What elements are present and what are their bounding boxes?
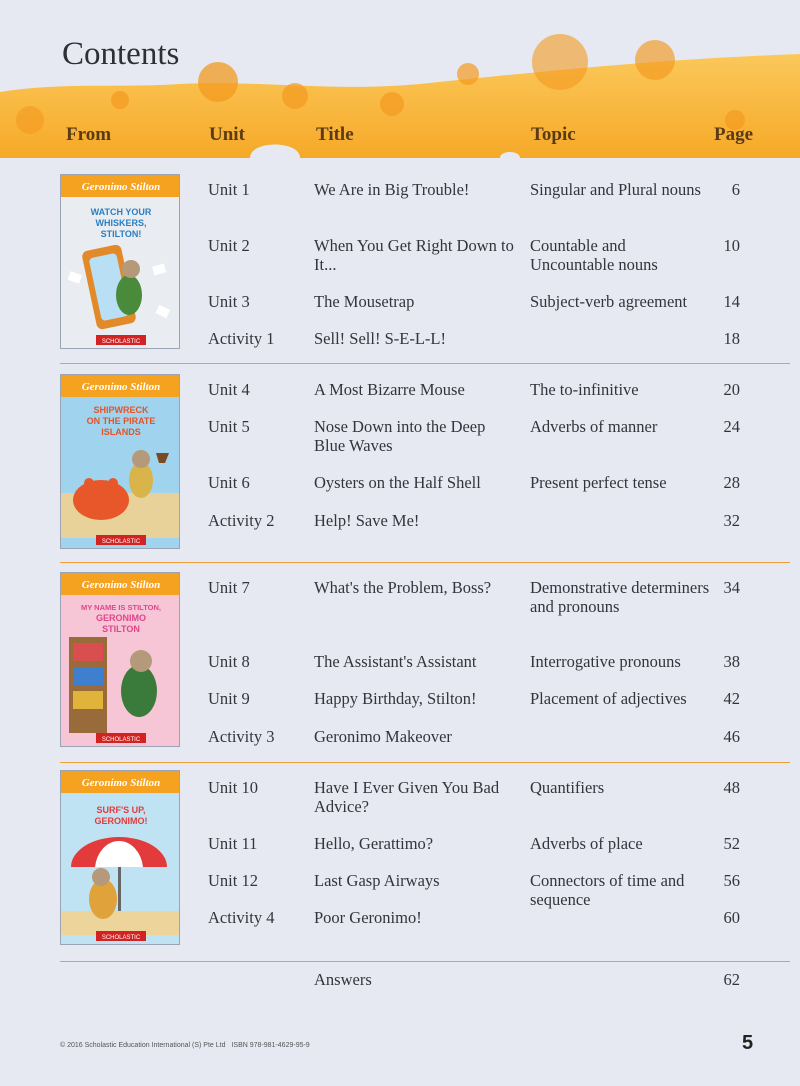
book-publisher: SCHOLASTIC [101,737,141,743]
page-cell: 24 [723,417,740,436]
copyright-text: © 2016 Scholastic Education International (S) Pte Ltd [60,1042,226,1049]
contents-section-1 [60,172,790,362]
unit-cell: Unit 4 [208,380,250,399]
book-title-line-1: WATCH YOUR [90,207,152,217]
table-row [60,511,790,549]
page-cell: 56 [723,871,740,890]
column-header-title: Title [316,124,354,145]
table-row [60,417,790,455]
column-header-from: From [66,124,112,145]
unit-cell: Unit 10 [208,778,258,797]
table-row [60,578,790,616]
topic-cell: The to-infinitive [530,380,639,399]
table-row [60,180,790,218]
isbn-text: ISBN 978-981-4629-95-9 [231,1042,310,1049]
table-row [60,380,790,418]
title-cell: Last Gasp Airways [314,871,440,890]
table-row [60,908,790,946]
column-header-page: Page [714,124,754,145]
topic-cell: Adverbs of place [530,834,643,853]
book-title-line-2: GERONIMO [95,613,147,623]
topic-cell: Adverbs of manner [530,417,658,436]
topic-cell: Countable and Uncountable nouns [530,236,658,274]
book-title-line-3: ISLANDS [101,427,141,437]
book-title-line-1: SURF'S UP, [96,805,146,815]
title-cell: Hello, Gerattimo? [314,834,434,853]
section-divider [60,961,790,962]
title-cell: Geronimo Makeover [314,727,452,746]
unit-cell: Unit 8 [208,652,250,671]
column-header-topic: Topic [531,124,576,145]
unit-cell: Unit 11 [208,834,258,853]
table-row [60,236,790,274]
topic-cell: Demonstrative determiners and pronouns [530,578,710,616]
page-cell: 34 [723,578,740,597]
topic-cell: Quantifiers [530,778,605,797]
book-brand: Geronimo Stilton [81,181,161,193]
table-row [60,329,790,367]
column-header-unit: Unit [209,124,245,145]
title-cell: Oysters on the Half Shell [314,473,481,492]
unit-cell: Unit 7 [208,578,250,597]
book-title-line-3: STILTON [102,624,140,634]
title-cell: When You Get Right Down to It... [314,236,514,274]
table-row [60,292,790,330]
section-divider [60,762,790,763]
contents-section-4 [60,770,790,960]
table-row [60,473,790,511]
topic-cell: Connectors of time and sequence [530,871,685,909]
title-cell: Nose Down into the Deep Blue Waves [314,417,486,455]
answers-row [60,970,790,1008]
book-brand: Geronimo Stilton [81,381,161,393]
unit-cell: Unit 9 [208,689,250,708]
title-cell: Have I Ever Given You Bad Advice? [314,778,500,816]
book-publisher: SCHOLASTIC [101,539,141,545]
book-publisher: SCHOLASTIC [101,339,141,345]
contents-section-3 [60,570,790,760]
title-cell: Poor Geronimo! [314,908,422,927]
book-title-line-1: MY NAME IS STILTON, [80,603,162,612]
unit-cell: Unit 1 [208,180,250,199]
page-cell: 52 [723,834,740,853]
book-title-line-2: WHISKERS, [95,218,147,228]
page-cell: 18 [723,329,740,348]
book-title-line-2: GERONIMO! [94,816,148,826]
page-cell: 38 [723,652,740,671]
topic-cell: Present perfect tense [530,473,667,492]
page-cell: 10 [723,236,740,255]
page-cell: 32 [723,511,740,530]
book-brand: Geronimo Stilton [81,777,161,789]
unit-cell: Unit 5 [208,417,250,436]
table-row [60,727,790,765]
title-cell: The Mousetrap [314,292,415,311]
page-cell: 42 [723,689,740,708]
page-cell: 6 [731,180,740,199]
topic-cell: Placement of adjectives [530,689,687,708]
page-title: Contents [62,36,180,72]
page-number: 5 [742,1032,754,1054]
book-title-line-2: ON THE PIRATE [86,416,156,426]
table-row [60,871,790,909]
book-title-line-3: STILTON! [100,229,142,239]
page-cell: 14 [723,292,740,311]
title-cell: We Are in Big Trouble! [314,180,470,199]
answers-page: 62 [723,970,740,989]
title-cell: Sell! Sell! S-E-L-L! [314,329,446,348]
page-cell: 20 [723,380,740,399]
unit-cell: Activity 3 [208,727,275,746]
book-publisher: SCHOLASTIC [101,935,141,941]
cheese-banner [0,0,800,170]
page-cell: 46 [723,727,740,746]
table-row [60,778,790,816]
section-divider [60,363,790,364]
title-cell: The Assistant's Assistant [314,652,477,671]
book-brand: Geronimo Stilton [81,579,161,591]
topic-cell: Subject-verb agreement [530,292,688,311]
topic-cell: Singular and Plural nouns [530,180,701,199]
table-row [60,652,790,690]
unit-cell: Unit 12 [208,871,258,890]
unit-cell: Unit 2 [208,236,250,255]
contents-section-2 [60,372,790,562]
unit-cell: Activity 4 [208,908,275,927]
table-row [60,689,790,727]
book-title-line-1: SHIPWRECK [93,405,149,415]
unit-cell: Unit 3 [208,292,250,311]
unit-cell: Activity 1 [208,329,275,348]
copyright-footer [60,1042,310,1049]
page-cell: 48 [723,778,740,797]
title-cell: A Most Bizarre Mouse [314,380,465,399]
title-cell: What's the Problem, Boss? [314,578,492,597]
title-cell: Help! Save Me! [314,511,420,530]
topic-cell: Interrogative pronouns [530,652,681,671]
title-cell: Happy Birthday, Stilton! [314,689,477,708]
page-cell: 60 [723,908,740,927]
unit-cell: Activity 2 [208,511,275,530]
page-cell: 28 [723,473,740,492]
answers-section [60,970,790,1000]
answers-title: Answers [314,970,372,989]
table-row [60,834,790,872]
section-divider [60,562,790,563]
unit-cell: Unit 6 [208,473,250,492]
